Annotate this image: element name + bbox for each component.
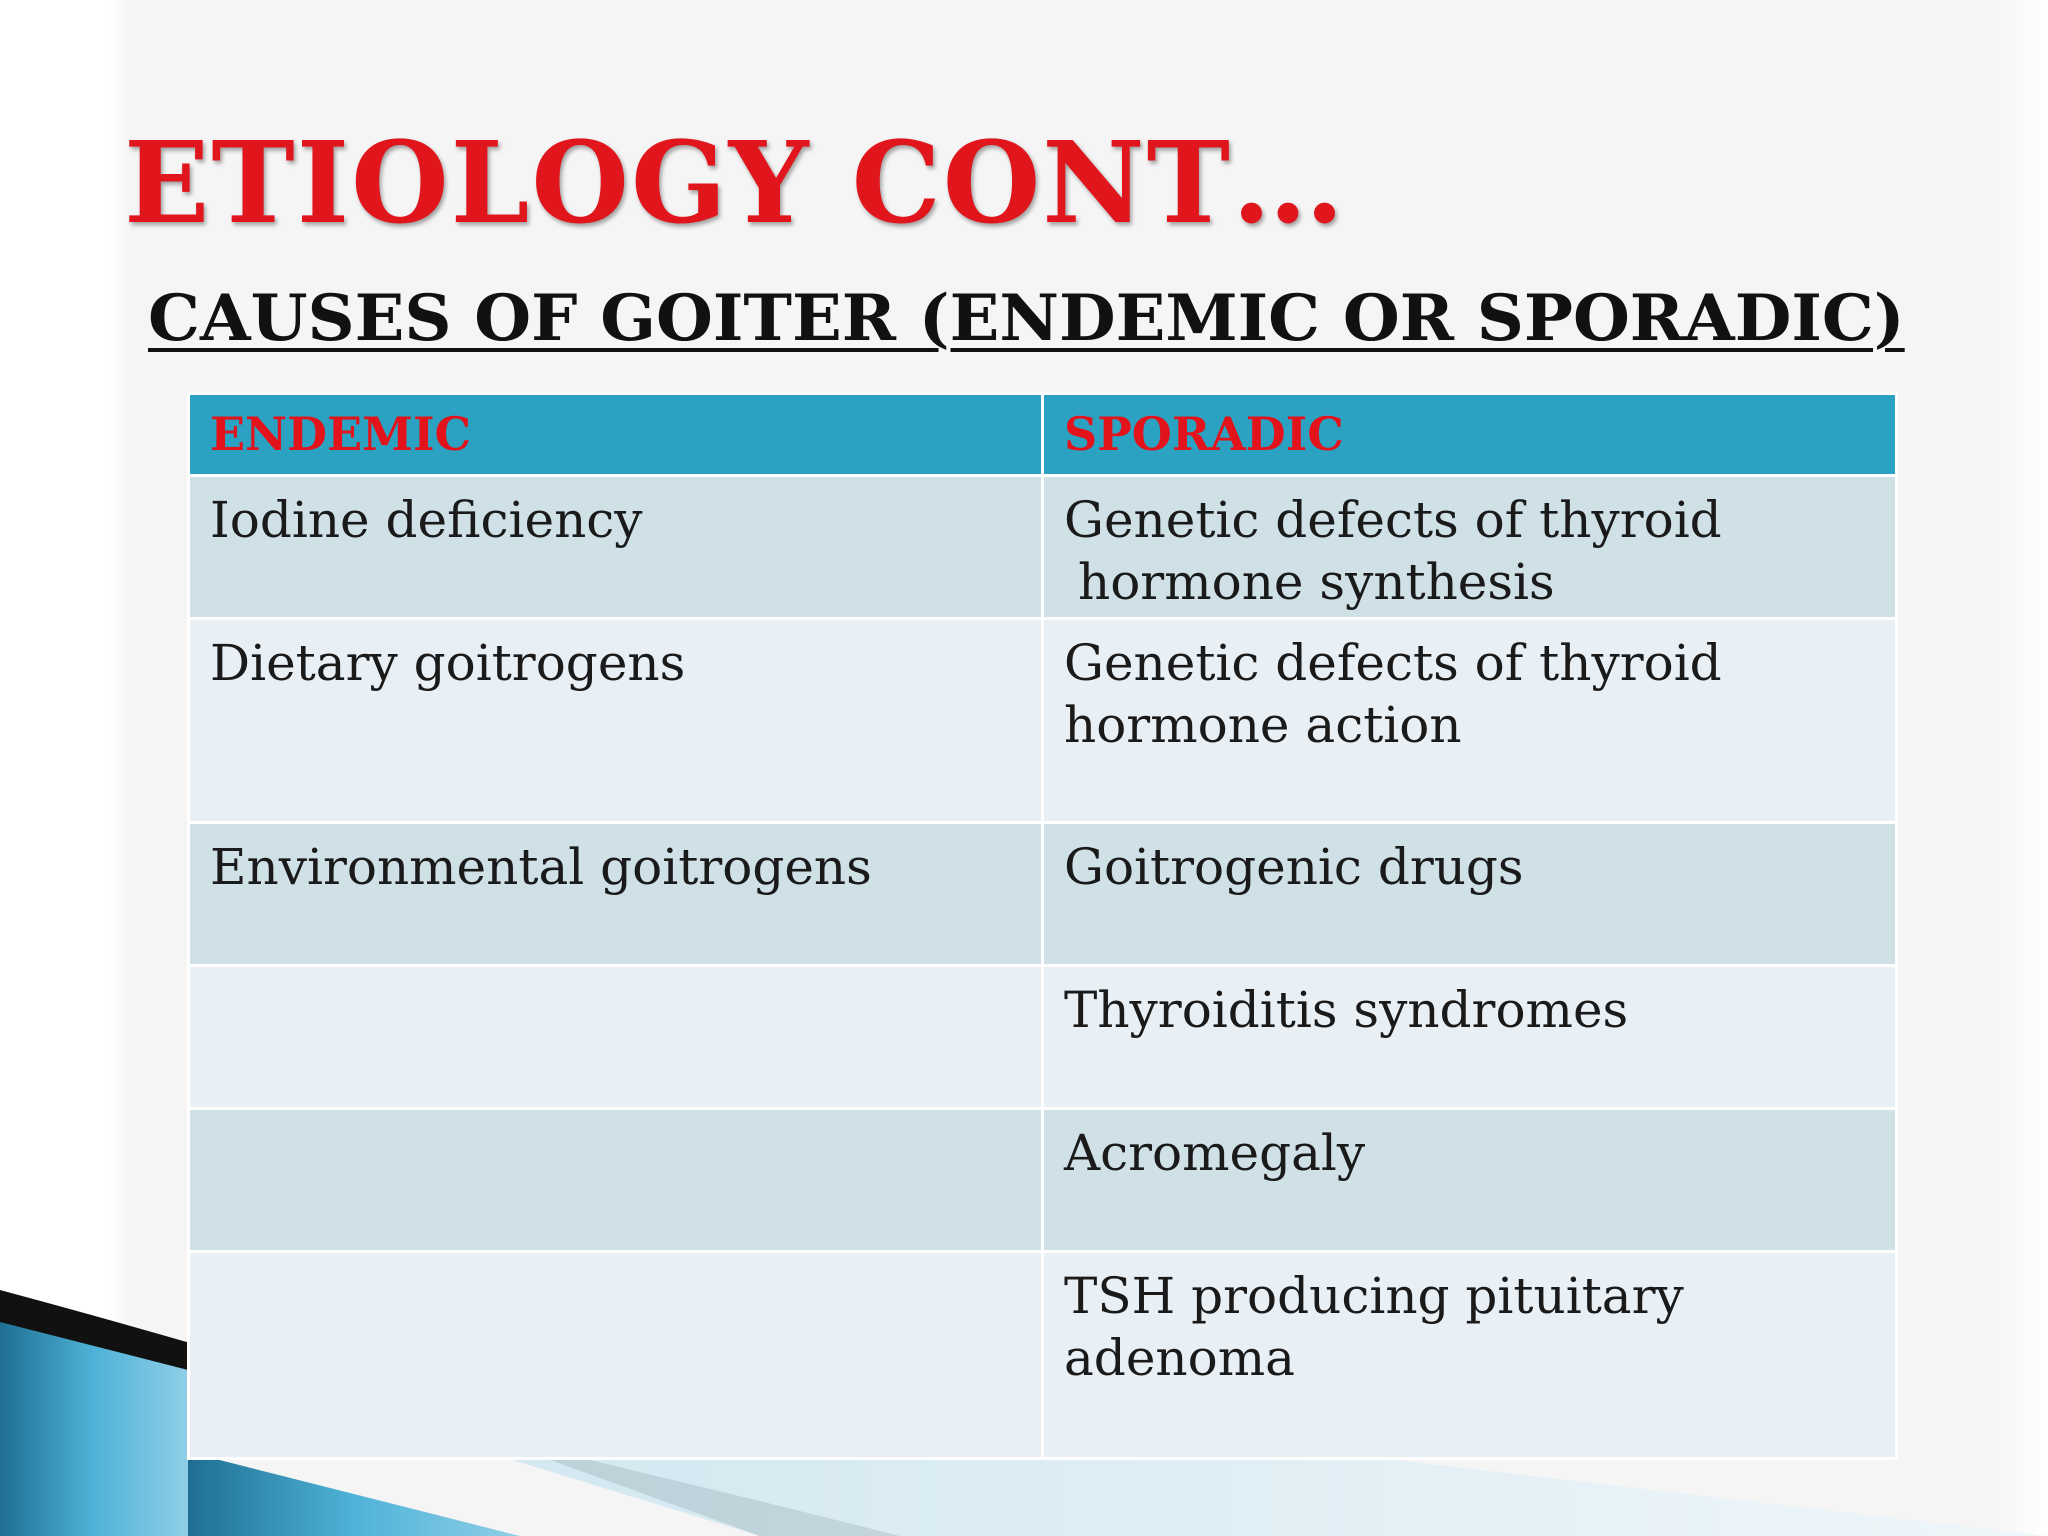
sporadic-cell: Goitrogenic drugs <box>1043 823 1897 966</box>
sporadic-cell: Thyroiditis syndromes <box>1043 966 1897 1109</box>
table-row <box>189 1252 1897 1459</box>
endemic-cell: Environmental goitrogens <box>189 823 1043 966</box>
endemic-cell: Iodine deficiency <box>189 476 1043 619</box>
causes-table <box>187 392 1898 1460</box>
header-endemic: ENDEMIC <box>189 394 1043 476</box>
endemic-cell <box>189 1109 1043 1252</box>
slide-title: ETIOLOGY CONT… <box>124 118 1346 249</box>
table-row <box>189 1109 1897 1252</box>
sporadic-cell: Acromegaly <box>1043 1109 1897 1252</box>
sporadic-cell: TSH producing pituitary adenoma <box>1043 1252 1897 1459</box>
table-row <box>189 476 1897 619</box>
sporadic-cell: Genetic defects of thyroid hormone synthesis <box>1043 476 1897 619</box>
sporadic-cell: Genetic defects of thyroid hormone action <box>1043 619 1897 823</box>
endemic-cell <box>189 966 1043 1109</box>
endemic-cell: Dietary goitrogens <box>189 619 1043 823</box>
table-header-row <box>189 394 1897 476</box>
header-sporadic: SPORADIC <box>1043 394 1897 476</box>
slide-subtitle: CAUSES OF GOITER (ENDEMIC OR SPORADIC) <box>148 281 1905 356</box>
table-row <box>189 619 1897 823</box>
endemic-cell <box>189 1252 1043 1459</box>
table-row <box>189 966 1897 1109</box>
table-row <box>189 823 1897 966</box>
